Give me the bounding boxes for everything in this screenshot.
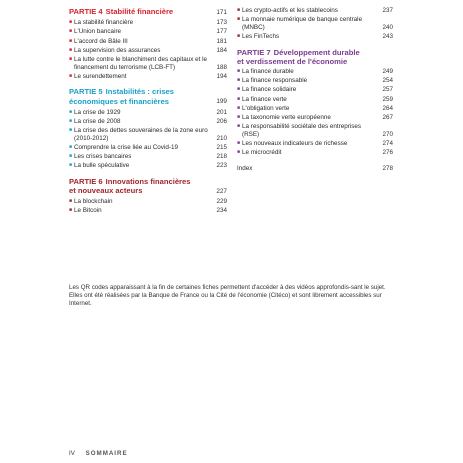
part-4-title: Stabilité financière	[105, 7, 174, 16]
toc-entry[interactable]: ■ La crise des dettes souveraines de la zone euro (2010-2012) 210	[69, 126, 227, 142]
square-bullet-icon: ■	[69, 152, 73, 159]
square-bullet-icon: ■	[237, 95, 241, 102]
square-bullet-icon: ■	[237, 32, 241, 39]
toc-part-4	[69, 7, 227, 80]
qr-codes-footnote: Les QR codes apparaissant à la fin de certaines fiches permettent d'accéder à des vidéos approfondis-sant le sujet. Elles ont été réalisées par la Banque de France ou la Cité de l'économie (Citéco) et sont librement accessibles sur Internet.	[69, 284, 386, 308]
square-bullet-icon: ■	[237, 149, 241, 156]
part-7-title-line1: Développement durable	[273, 47, 360, 57]
toc-entry[interactable]: ■ La bulle spéculative 223	[69, 162, 227, 170]
toc-entry[interactable]: ■ Le Bitcoin 234	[69, 207, 227, 215]
toc-entry[interactable]: ■ La finance durable 249	[237, 67, 393, 75]
toc-entry[interactable]: ■ L'obligation verte 264	[237, 104, 393, 112]
toc-entry[interactable]: ■ La crise de 2008 206	[69, 117, 227, 125]
square-bullet-icon: ■	[237, 67, 241, 74]
square-bullet-icon: ■	[237, 104, 241, 111]
part-7-heading[interactable]	[237, 48, 393, 66]
running-title: SOMMAIRE	[85, 450, 128, 457]
page-footer	[69, 450, 128, 457]
page-number: IV	[69, 450, 75, 457]
square-bullet-icon: ■	[69, 197, 73, 204]
toc-entry[interactable]: ■ Les nouveaux indicateurs de richesse 274	[237, 139, 393, 147]
square-bullet-icon: ■	[237, 16, 241, 23]
index-label: Index	[237, 164, 253, 172]
toc-entry[interactable]: ■ La crise de 1929 201	[69, 108, 227, 116]
toc-entry[interactable]: ■ La finance solidaire 257	[237, 86, 393, 94]
part-5-label: PARTIE 5	[69, 87, 103, 97]
toc-left-column	[69, 7, 227, 222]
toc-part-6-continued	[237, 7, 393, 41]
square-bullet-icon: ■	[237, 7, 241, 13]
toc-entry[interactable]: ■ Le surendettement 194	[69, 72, 227, 80]
square-bullet-icon: ■	[69, 126, 73, 133]
toc-entry[interactable]: ■ La lutte contre le blanchiment des capitaux et le financement du terrorisme (LCB-FT) 188	[69, 55, 227, 71]
part-4-label: PARTIE 4	[69, 7, 103, 16]
part-6-title-line2: et nouveaux acteurs	[69, 185, 143, 195]
toc-index-entry[interactable]	[237, 165, 393, 173]
square-bullet-icon: ■	[237, 113, 241, 120]
square-bullet-icon: ■	[69, 143, 73, 150]
toc-entry[interactable]: ■ L'Union bancaire 177	[69, 28, 227, 36]
part-4-page: 171	[216, 9, 227, 16]
toc-part-7	[237, 48, 393, 157]
toc-entry[interactable]: ■ La blockchain 229	[69, 197, 227, 205]
toc-entry[interactable]: ■ La taxonomie verte européenne 267	[237, 113, 393, 121]
square-bullet-icon: ■	[69, 19, 73, 26]
square-bullet-icon: ■	[69, 37, 73, 44]
square-bullet-icon: ■	[237, 77, 241, 84]
square-bullet-icon: ■	[69, 72, 73, 79]
square-bullet-icon: ■	[69, 46, 73, 53]
index-page: 278	[382, 164, 393, 172]
toc-entry[interactable]: ■ La supervision des assurances 184	[69, 46, 227, 54]
square-bullet-icon: ■	[237, 123, 241, 130]
part-6-heading[interactable]	[69, 177, 227, 196]
toc-entry[interactable]: ■ Les crises bancaires 218	[69, 152, 227, 160]
part-7-title-line2: et verdissement de l'économie	[237, 56, 348, 66]
part-6-title-line1: Innovations financières	[105, 176, 191, 186]
square-bullet-icon: ■	[69, 117, 73, 124]
toc-entry[interactable]: ■ L'accord de Bâle III 181	[69, 37, 227, 45]
square-bullet-icon: ■	[237, 139, 241, 146]
square-bullet-icon: ■	[237, 86, 241, 93]
square-bullet-icon: ■	[69, 55, 73, 62]
toc-entry[interactable]: ■ La monnaie numérique de banque centrale (MNBC) 240	[237, 16, 393, 31]
toc-part-5	[69, 87, 227, 169]
toc-entry[interactable]: ■ La finance responsable 254	[237, 77, 393, 85]
toc-entry[interactable]: ■ Comprendre la crise liée au Covid-19 215	[69, 143, 227, 151]
toc-right-column	[237, 7, 393, 174]
square-bullet-icon: ■	[69, 207, 73, 214]
part-4-heading[interactable]	[69, 7, 227, 17]
part-6-page: 227	[216, 187, 227, 195]
part-5-title-line2: économiques et financières	[69, 96, 170, 106]
toc-entry[interactable]: ■ La responsabilité sociétale des entreprises (RSE) 270	[237, 123, 393, 138]
toc-entry[interactable]: ■ Les crypto-actifs et les stablecoins 237	[237, 7, 393, 14]
square-bullet-icon: ■	[69, 108, 73, 115]
part-5-page: 199	[216, 98, 227, 106]
toc-entry[interactable]: ■ La finance verte 259	[237, 95, 393, 103]
part-6-label: PARTIE 6	[69, 176, 103, 186]
toc-part-6	[69, 177, 227, 215]
part-7-label: PARTIE 7	[237, 47, 271, 57]
square-bullet-icon: ■	[69, 162, 73, 169]
part-5-heading[interactable]	[69, 87, 227, 106]
toc-entry[interactable]: ■ La stabilité financière 173	[69, 19, 227, 27]
toc-entry[interactable]: ■ Le microcrédit 276	[237, 149, 393, 157]
square-bullet-icon: ■	[69, 28, 73, 35]
toc-entry[interactable]: ■ Les FinTechs 243	[237, 32, 393, 40]
part-5-title-line1: Instabilités : crises	[105, 87, 174, 97]
